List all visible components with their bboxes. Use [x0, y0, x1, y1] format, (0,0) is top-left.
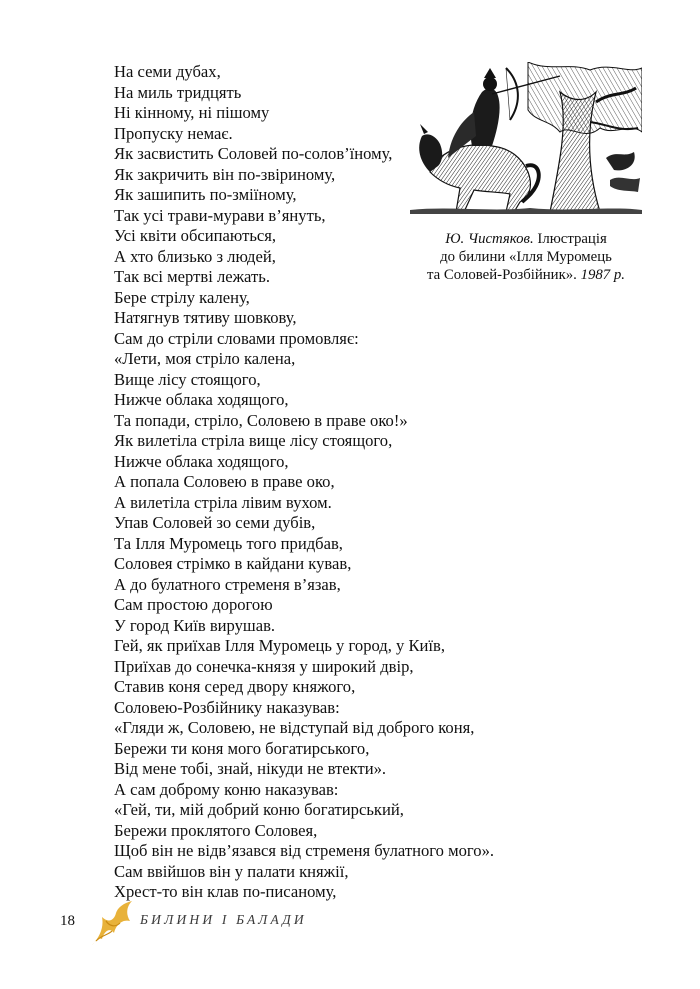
poem-line: А до булатного стременя в’язав, — [114, 574, 341, 594]
caption-line-2: до билини «Ілля Муромець — [440, 249, 612, 265]
poem-line: Нижче облака ходящого, — [114, 451, 289, 471]
poem-line: Бере стрілу калену, — [114, 287, 250, 307]
poem-line: Соловею-Розбійнику наказував: — [114, 697, 340, 717]
poem-line: У город Київ вирушав. — [114, 615, 276, 635]
poem-line: Сам ввійшов він у палати княжії, — [114, 861, 349, 881]
illustration-caption — [404, 230, 648, 284]
horseman-archer-engraving — [410, 62, 642, 214]
poem-line: Упав Соловей зо семи дубів, — [114, 513, 316, 532]
poem-line: Сам простою дорогою — [114, 595, 273, 614]
poem-line: Пропуску немає. — [114, 123, 233, 143]
poem-line: Бережи ти коня мого богатирського, — [114, 738, 370, 758]
page-footer — [0, 895, 700, 955]
caption-author: Ю. Чистяков. — [445, 231, 534, 247]
poem-line: Так всі мертві лежать. — [114, 267, 270, 286]
caption-year: 1987 р. — [580, 267, 625, 283]
poem-line: Хрест-то він клав по-писаному, — [114, 882, 337, 901]
poem-line: Від мене тобі, знай, нікуди не втекти». — [114, 759, 387, 778]
caption-label: Ілюстрація — [533, 231, 607, 247]
poem-line: Усі квіти обсипаються, — [114, 226, 277, 245]
poem-line: Нижче облака ходящого, — [114, 390, 289, 409]
caption-title-end: та Соловей-Розбійник». — [427, 267, 581, 283]
poem-line: «Гляди ж, Соловею, не відступай від доброго коня, — [114, 718, 475, 737]
poem-line: Як вилетіла стріла вище лісу стоящого, — [114, 431, 393, 450]
section-title: БИЛИНИ І БАЛАДИ — [140, 912, 307, 927]
poem-line: Так усі трави-мурави в’януть, — [114, 205, 326, 225]
poem-line: А попала Соловею в праве око, — [114, 472, 335, 491]
poem-line: «Лети, моя стріло калена, — [114, 349, 296, 368]
poem-line: Та попади, стріло, Соловею в праве око!» — [114, 410, 408, 430]
poem-line: Як зашипить по-зміїному, — [114, 185, 297, 204]
poem-line: Бережи проклятого Соловея, — [114, 820, 318, 840]
firebird-logo-icon — [86, 897, 138, 949]
poem-line: Як засвистить Соловей по-солов’їному, — [114, 144, 393, 163]
poem-line: Ставив коня серед двору княжого, — [114, 677, 356, 696]
poem-line: А вилетіла стріла лівим вухом. — [114, 492, 332, 512]
poem-line: Ні кінному, ні пішому — [114, 103, 270, 122]
poem-line: Як закричить він по-звіриному, — [114, 164, 336, 184]
poem-line: Сам до стріли словами промовляє: — [114, 328, 359, 348]
poem-line: Натягнув тятиву шовкову, — [114, 308, 297, 327]
poem-line: Приїхав до сонечка-князя у широкий двір, — [114, 656, 414, 676]
caption-line-1 — [404, 230, 648, 248]
illustration — [410, 62, 642, 214]
poem-line: «Гей, ти, мій добрий коню богатирський, — [114, 800, 404, 819]
poem-line: А сам доброму коню наказував: — [114, 779, 339, 799]
poem-line: На миль тридцять — [114, 82, 242, 102]
poem-line: А хто близько з людей, — [114, 246, 276, 266]
page-number: 18 — [60, 913, 75, 929]
poem-line: На семи дубах, — [114, 62, 221, 81]
poem-line: Вище лісу стоящого, — [114, 369, 261, 389]
poem-line: Та Ілля Муромець того придбав, — [114, 533, 343, 553]
poem-line: Гей, як приїхав Ілля Муромець у город, у Київ, — [114, 636, 446, 655]
caption-line-3 — [404, 266, 648, 284]
poem-line: Щоб він не відв’язався від стременя булатного мого». — [114, 841, 495, 860]
poem-line: Соловея стрімко в кайдани кував, — [114, 554, 352, 573]
